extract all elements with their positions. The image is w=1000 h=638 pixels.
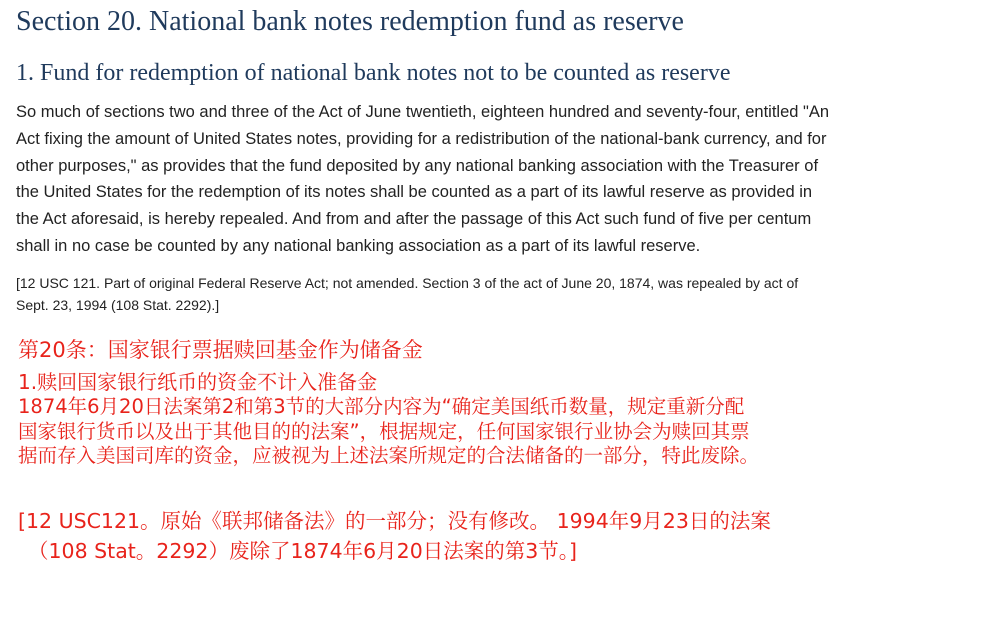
statute-note (16, 272, 976, 316)
subsection-title: 1. Fund for redemption of national bank notes not to be counted as reserve (16, 60, 731, 86)
body-line: shall in no case be counted by any national banking association as a part of its lawful reserve. (16, 236, 701, 255)
translation-body (18, 395, 759, 469)
note-line: Sept. 23, 1994 (108 Stat. 2292).] (16, 297, 220, 313)
translation-note-line: [12 USC121。原始《联邦储备法》的一部分；没有修改。 1994年9月23日的法案 (18, 509, 771, 533)
body-line: Act fixing the amount of United States notes, providing for a redistribution of the national-bank currency, and for (16, 129, 827, 148)
body-line: other purposes," as provides that the fund deposited by any national banking association with the Treasurer of (16, 156, 819, 175)
body-line: the United States for the redemption of its notes shall be counted as a part of its lawful reserve as provided in (16, 183, 813, 202)
translation-subsection-title: 1.赎回国家银行纸币的资金不计入准备金 (18, 370, 378, 394)
translation-note (18, 506, 771, 566)
translation-body-line: 国家银行货币以及出于其他目的的法案”，根据规定，任何国家银行业协会为赎回其票 (18, 419, 750, 443)
body-line: the Act aforesaid, is hereby repealed. And from and after the passage of this Act such fund of five per centum (16, 210, 812, 229)
body-line: So much of sections two and three of the Act of June twentieth, eighteen hundred and seventy-four, entitled "An (16, 103, 830, 121)
translation-section-title: 第20条：国家银行票据赎回基金作为储备金 (18, 338, 423, 362)
note-line: [12 USC 121. Part of original Federal Reserve Act; not amended. Section 3 of the act of June 20, 1874, was repealed by act of (16, 275, 799, 291)
translation-body-line: 据而存入美国司库的资金，应被视为上述法案所规定的合法储备的一部分，特此废除。 (18, 444, 760, 467)
section-title: Section 20. National bank notes redemption fund as reserve (16, 6, 684, 37)
translation-body-line: 1874年6月20日法案第2和第3节的大部分内容为“确定美国纸币数量，规定重新分配 (18, 395, 745, 418)
statute-body (16, 99, 988, 260)
translation-note-line: （108 Stat。2292）废除了1874年6月20日法案的第3节。] (28, 539, 578, 563)
